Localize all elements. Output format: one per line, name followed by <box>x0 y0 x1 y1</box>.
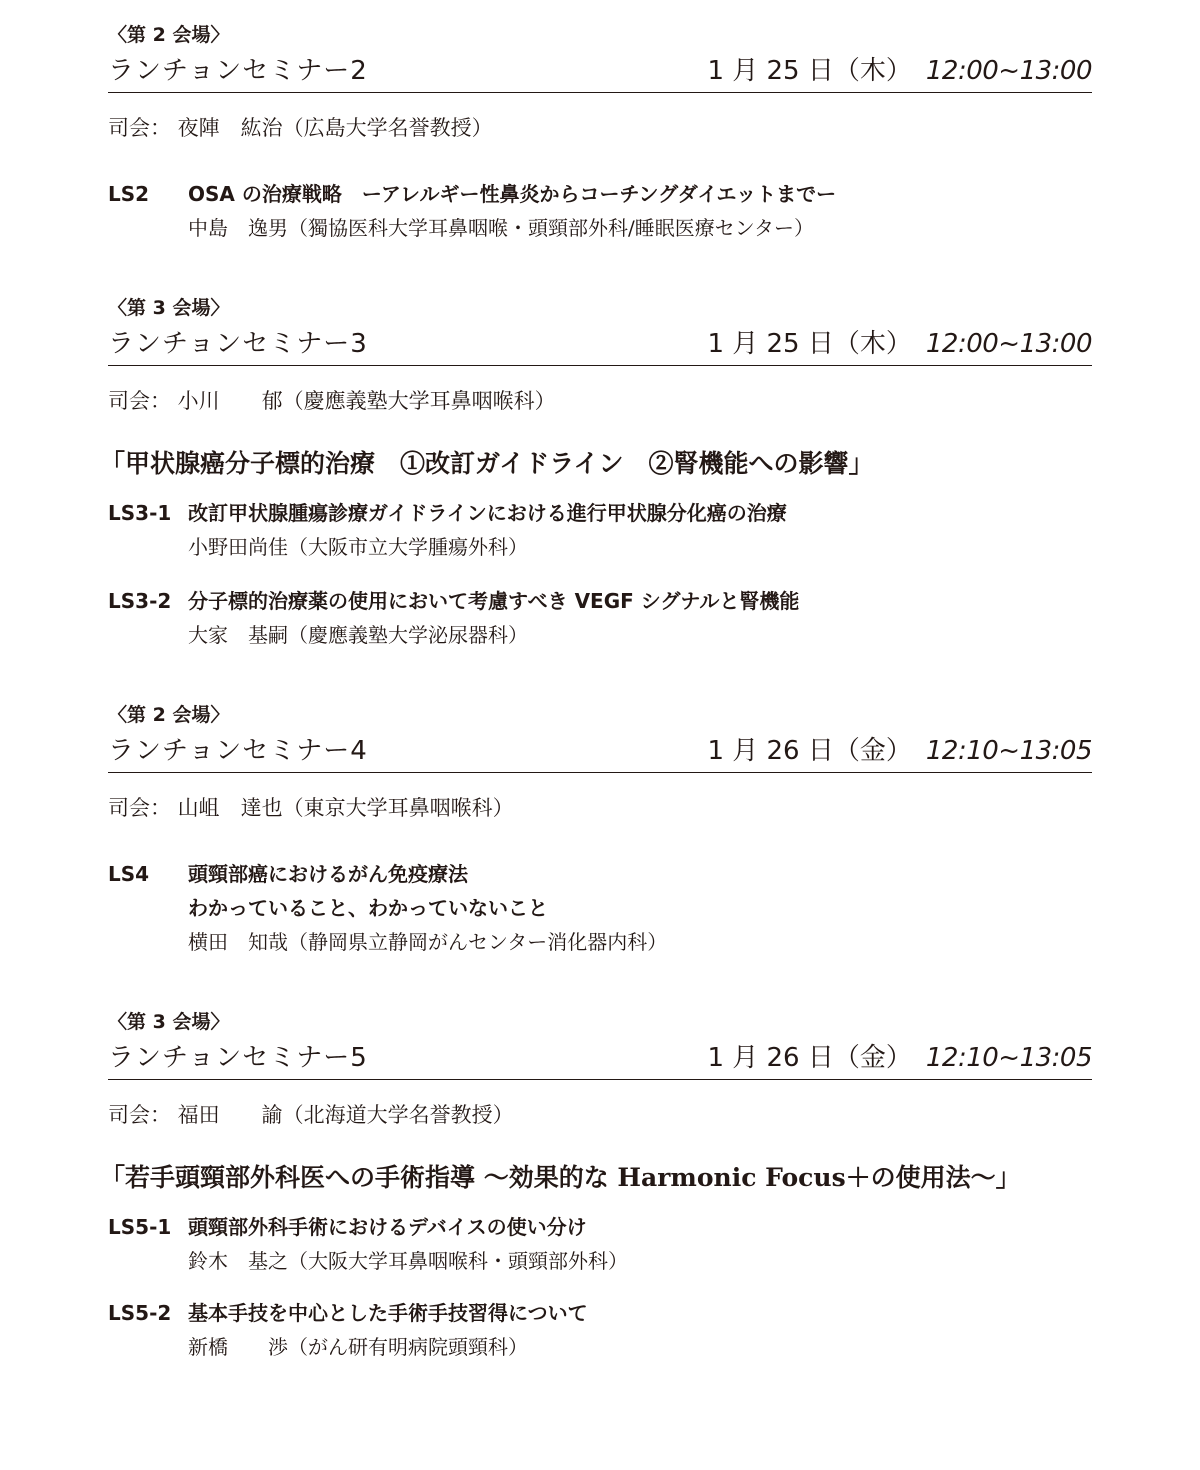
program-page <box>100 22 1092 1364</box>
lecture-body <box>188 1296 1092 1364</box>
lecture-id: LS3-1 <box>108 501 172 525</box>
lecture-body <box>188 584 1092 652</box>
session-luncheon-seminar-4 <box>108 702 1092 959</box>
lecture-speaker: 小野田尚佳（大阪市立大学腫瘍外科） <box>188 535 528 559</box>
session-datetime <box>707 327 1092 361</box>
lecture-title: 分子標的治療薬の使用において考慮すべき VEGF シグナルと腎機能 <box>188 589 800 613</box>
session-date: 1 月 25 日（木） <box>707 329 912 359</box>
session-time: 12:10~13:05 <box>925 736 1092 766</box>
venue-label: 〈第 2 会場〉 <box>108 704 230 726</box>
lecture-item <box>108 1296 1092 1364</box>
chairperson: 司会： 小川 郁（慶應義塾大学耳鼻咽喉科） <box>108 389 556 413</box>
session-datetime <box>707 734 1092 768</box>
chairperson: 司会： 夜陣 紘治（広島大学名誉教授） <box>108 116 493 140</box>
seminar-title: ランチョンセミナー4 <box>108 736 368 766</box>
session-title-row <box>108 321 1092 366</box>
session-luncheon-seminar-2 <box>108 22 1092 245</box>
lecture-speaker: 大家 基嗣（慶應義塾大学泌尿器科） <box>188 623 528 647</box>
venue-label: 〈第 3 会場〉 <box>108 297 230 319</box>
lecture-title: 基本手技を中心とした手術手技習得について <box>188 1301 588 1325</box>
session-theme: 「若手頭頸部外科医への手術指導 ～効果的な Harmonic Focus＋の使用法～」 <box>100 1163 1021 1192</box>
lecture-id: LS5-2 <box>108 1301 172 1325</box>
lecture-title: 頭頸部外科手術におけるデバイスの使い分け <box>188 1215 587 1239</box>
lecture-body <box>188 857 1092 959</box>
session-date: 1 月 26 日（金） <box>707 736 912 766</box>
session-datetime <box>707 1041 1092 1075</box>
session-time: 12:00~13:00 <box>925 329 1092 359</box>
session-date: 1 月 25 日（木） <box>707 56 912 86</box>
lecture-item <box>108 496 1092 564</box>
session-datetime <box>707 54 1092 88</box>
lecture-speaker: 新橋 渉（がん研有明病院頭頸科） <box>188 1335 528 1359</box>
lecture-item <box>108 584 1092 652</box>
lecture-id: LS4 <box>108 862 150 886</box>
lecture-title: OSA の治療戦略 ーアレルギー性鼻炎からコーチングダイエットまでー <box>188 182 837 206</box>
lecture-body <box>188 177 1092 245</box>
lecture-speaker: 鈴木 基之（大阪大学耳鼻咽喉科・頭頸部外科） <box>188 1249 628 1273</box>
venue-label: 〈第 2 会場〉 <box>108 24 230 46</box>
lecture-subtitle: わかっていること、わかっていないこと <box>188 896 548 920</box>
lecture-body <box>188 496 1092 564</box>
lecture-item <box>108 1210 1092 1278</box>
lecture-speaker: 横田 知哉（静岡県立静岡がんセンター消化器内科） <box>188 930 668 954</box>
session-title-row <box>108 1035 1092 1080</box>
session-date: 1 月 26 日（金） <box>707 1043 912 1073</box>
session-theme: 「甲状腺癌分子標的治療 ①改訂ガイドライン ②腎機能への影響」 <box>100 449 874 478</box>
lecture-item <box>108 857 1092 959</box>
lecture-title: 改訂甲状腺腫瘍診療ガイドラインにおける進行甲状腺分化癌の治療 <box>188 501 787 525</box>
lecture-body <box>188 1210 1092 1278</box>
lecture-id: LS5-1 <box>108 1215 172 1239</box>
venue-label: 〈第 3 会場〉 <box>108 1011 230 1033</box>
session-luncheon-seminar-3 <box>100 295 1092 652</box>
session-title-row <box>108 728 1092 773</box>
chairperson: 司会： 山岨 達也（東京大学耳鼻咽喉科） <box>108 796 514 820</box>
lecture-id: LS2 <box>108 182 150 206</box>
session-title-row <box>108 48 1092 93</box>
session-time: 12:00~13:00 <box>925 56 1092 86</box>
lecture-title: 頭頸部癌におけるがん免疫療法 <box>188 862 468 886</box>
seminar-title: ランチョンセミナー3 <box>108 329 368 359</box>
lecture-speaker: 中島 逸男（獨協医科大学耳鼻咽喉・頭頸部外科/睡眠医療センター） <box>188 216 814 240</box>
lecture-item <box>108 177 1092 245</box>
chairperson: 司会： 福田 諭（北海道大学名誉教授） <box>108 1103 514 1127</box>
seminar-title: ランチョンセミナー5 <box>108 1043 368 1073</box>
lecture-id: LS3-2 <box>108 589 172 613</box>
seminar-title: ランチョンセミナー2 <box>108 56 368 86</box>
session-luncheon-seminar-5 <box>100 1009 1092 1364</box>
session-time: 12:10~13:05 <box>925 1043 1092 1073</box>
